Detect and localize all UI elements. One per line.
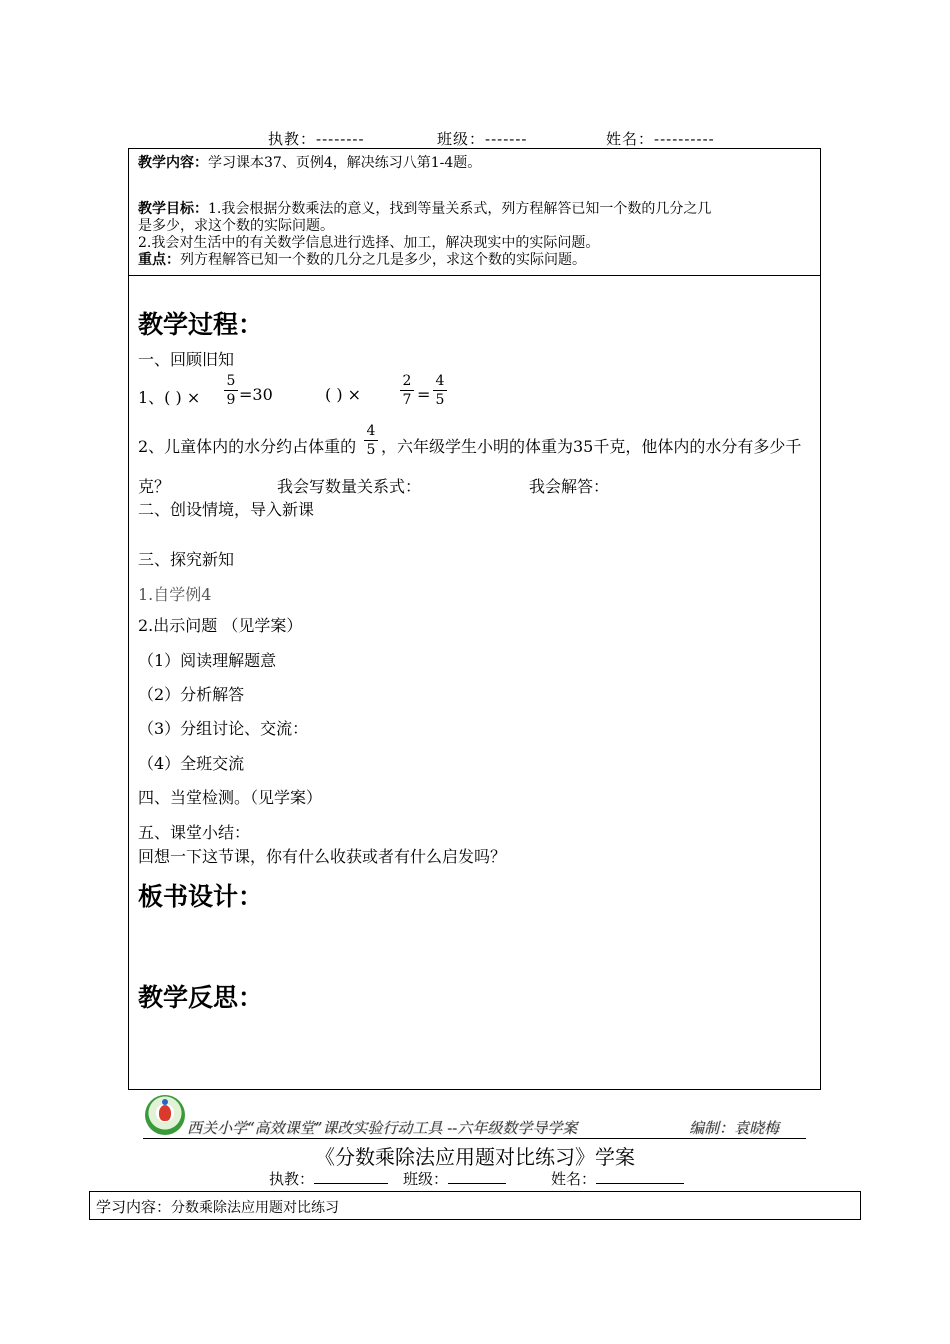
summary-text: 回想一下这节课，你有什么收获或者有什么启发吗？ (138, 847, 507, 866)
q1-fraction-5-9: 5 9 (224, 373, 238, 408)
q2-relation-prompt: 我会写数量关系式： (277, 477, 422, 496)
ws-class-blank[interactable] (448, 1169, 506, 1184)
goal2: 2.我会对生活中的有关数学信息进行选择、加工，解决现实中的实际问题。 (138, 235, 600, 251)
ws-content-label: 学习内容： (96, 1198, 172, 1216)
ws-teacher-label: 执教： (269, 1170, 315, 1188)
content-line (138, 155, 481, 172)
school-banner-text: 西关小学“高效课堂”课改实验行动工具 --六年级数学导学案 (187, 1119, 578, 1137)
class-label: 班级： (437, 130, 486, 148)
reflection-title: 教学反思： (138, 983, 264, 1012)
class-field (437, 128, 528, 149)
section-review: 一、回顾旧知 (138, 350, 235, 369)
step-show-problem: 2.出示问题 （见学案） (138, 616, 303, 635)
sub-read: （1）阅读理解题意 (138, 651, 277, 670)
content-text: 学习课本37、页例4，解决练习八第1-4题。 (208, 155, 482, 171)
q2-answer-prompt: 我会解答： (529, 477, 610, 496)
q2-prefix: 2、儿童体内的水分约占体重的 (138, 437, 357, 456)
ws-content-line (96, 1196, 339, 1217)
name-blank: ---------- (654, 130, 715, 148)
content-label: 教学内容： (138, 155, 208, 171)
worksheet-content-table (89, 1191, 861, 1220)
teacher-field (268, 128, 365, 149)
plan-info-row (129, 149, 820, 276)
banner-rule (143, 1138, 806, 1139)
board-design-title: 板书设计： (138, 882, 264, 911)
focus-line (138, 252, 818, 269)
ws-class-field (403, 1168, 506, 1189)
section-intro: 二、创设情境，导入新课 (138, 500, 315, 519)
ws-name-label: 姓名： (551, 1170, 597, 1188)
goal1-line1: 教学目标：1.我会根据分数乘法的意义，找到等量关系式，列方程解答已知一个数的几分之几 (138, 201, 712, 217)
goals-label: 教学目标： (138, 201, 208, 217)
q2-line2: 克？ (138, 477, 171, 496)
sub-analyze: （2）分析解答 (138, 685, 245, 704)
banner-author: 编制：袁晓梅 (689, 1119, 780, 1137)
ws-name-field (551, 1168, 684, 1189)
sub-discuss: （3）分组讨论、交流： (138, 719, 309, 738)
q1-part2: ( ) × (325, 385, 362, 404)
ws-teacher-field (269, 1168, 388, 1189)
goal1-line2: 是多少，求这个数的实际问题。 (138, 218, 334, 234)
worksheet-title: 《分数乘除法应用题对比练习》学案 (315, 1145, 635, 1169)
class-blank: ------- (485, 130, 528, 148)
ws-name-blank[interactable] (596, 1169, 684, 1184)
name-field (606, 128, 715, 149)
goals-block (138, 201, 818, 269)
q1-result: =30 (239, 385, 273, 404)
q1-fraction-4-5: 4 5 (433, 373, 447, 408)
q2-rest: ，六年级学生小明的体重为35千克，他体内的水分有多少千 (381, 437, 802, 456)
focus-text: 列方程解答已知一个数的几分之几是多少，求这个数的实际问题。 (180, 252, 586, 268)
q1-equals: = (417, 385, 431, 404)
process-title: 教学过程： (138, 310, 264, 339)
section-summary: 五、课堂小结： (138, 823, 251, 842)
name-label: 姓名： (606, 130, 655, 148)
q1-fraction-2-7: 2 7 (400, 373, 414, 408)
q1-prefix: 1、( ) × (138, 388, 201, 407)
teacher-label: 执教： (268, 130, 317, 148)
step-self-study: 1.自学例4 (138, 585, 212, 604)
q2-fraction-4-5: 4 5 (364, 423, 378, 458)
sub-share: （4）全班交流 (138, 754, 245, 773)
focus-label: 重点： (138, 252, 180, 268)
section-explore: 三、探究新知 (138, 550, 235, 569)
teacher-blank: -------- (316, 130, 365, 148)
ws-class-label: 班级： (403, 1170, 449, 1188)
ws-content-text: 分数乘除法应用题对比练习 (171, 1200, 340, 1216)
section-test: 四、当堂检测。（见学案） (138, 788, 323, 807)
ws-teacher-blank[interactable] (314, 1169, 388, 1184)
school-logo (145, 1095, 185, 1135)
lesson-plan-table (128, 148, 821, 1090)
